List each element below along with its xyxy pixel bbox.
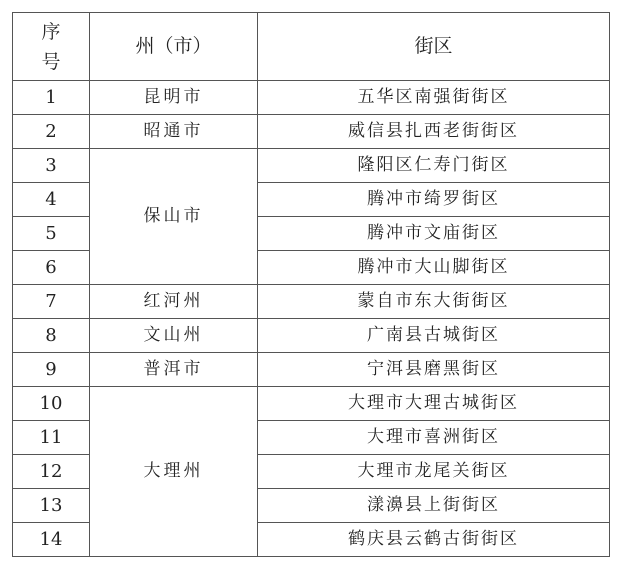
header-row: [13, 13, 610, 81]
table-row: [13, 81, 610, 115]
row-prefecture-merged: 保山市: [90, 149, 258, 285]
table-row: [13, 285, 610, 319]
row-number: 13: [13, 489, 90, 523]
row-prefecture: 文山州: [90, 319, 258, 353]
row-block: 大理市大理古城街区: [258, 387, 610, 421]
header-prefecture: 州（市）: [90, 13, 258, 81]
header-seq-line1: 序: [41, 20, 61, 43]
row-block: 广南县古城街区: [258, 319, 610, 353]
row-prefecture: 红河州: [90, 285, 258, 319]
row-block: 五华区南强街街区: [258, 81, 610, 115]
row-number: 10: [13, 387, 90, 421]
table-row: [13, 115, 610, 149]
row-block: 腾冲市绮罗街区: [258, 183, 610, 217]
header-seq-line2: 号: [41, 50, 61, 73]
row-number: 9: [13, 353, 90, 387]
row-number: 7: [13, 285, 90, 319]
table-row: [13, 353, 610, 387]
table-row: [13, 319, 610, 353]
row-number: 6: [13, 251, 90, 285]
row-block: 隆阳区仁寿门街区: [258, 149, 610, 183]
header-seq: [13, 13, 90, 81]
row-number: 4: [13, 183, 90, 217]
row-block: 鹤庆县云鹤古街街区: [258, 523, 610, 557]
row-prefecture: 昆明市: [90, 81, 258, 115]
table-row: [13, 387, 610, 421]
row-prefecture: 普洱市: [90, 353, 258, 387]
historic-blocks-table: [12, 12, 610, 557]
row-number: 1: [13, 81, 90, 115]
row-number: 2: [13, 115, 90, 149]
header-block: 街区: [258, 13, 610, 81]
row-prefecture: 昭通市: [90, 115, 258, 149]
row-block: 宁洱县磨黑街区: [258, 353, 610, 387]
row-prefecture-merged: 大理州: [90, 387, 258, 557]
table-row: [13, 149, 610, 183]
row-number: 3: [13, 149, 90, 183]
row-block: 大理市龙尾关街区: [258, 455, 610, 489]
row-number: 8: [13, 319, 90, 353]
row-number: 11: [13, 421, 90, 455]
row-block: 漾濞县上街街区: [258, 489, 610, 523]
row-block: 腾冲市文庙街区: [258, 217, 610, 251]
row-number: 12: [13, 455, 90, 489]
row-block: 腾冲市大山脚街区: [258, 251, 610, 285]
row-number: 5: [13, 217, 90, 251]
row-block: 威信县扎西老街街区: [258, 115, 610, 149]
row-number: 14: [13, 523, 90, 557]
row-block: 蒙自市东大街街区: [258, 285, 610, 319]
row-block: 大理市喜洲街区: [258, 421, 610, 455]
